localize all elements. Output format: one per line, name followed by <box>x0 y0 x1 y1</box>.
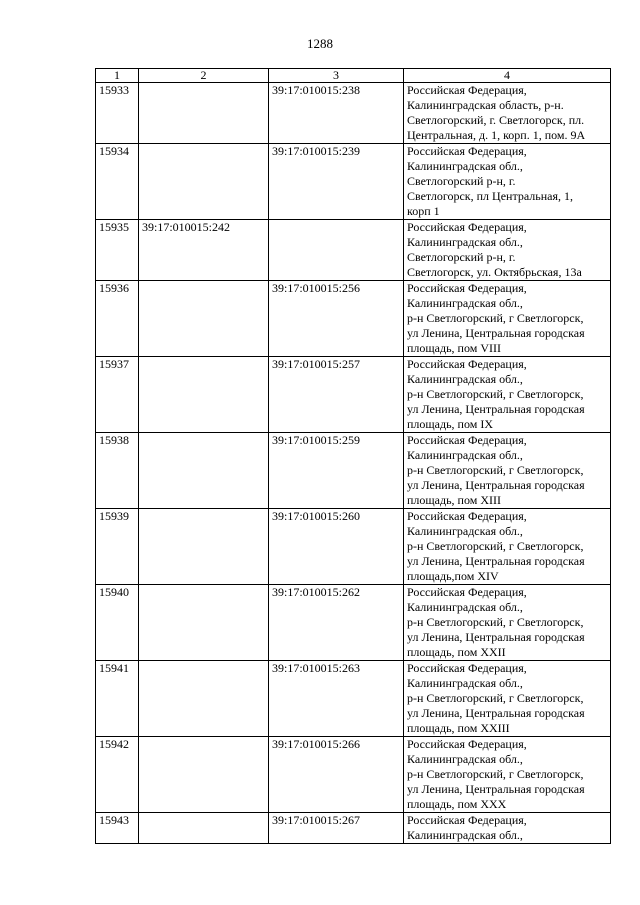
table-row <box>96 813 611 844</box>
row-number-cell: 15939 <box>96 509 139 585</box>
cadastral-number-cell-col3: 39:17:010015:256 <box>269 281 404 357</box>
address-cell: Российская Федерация, Калининградская обл., р-н Светлогорский, г Светлогорск, ул Ленина, Центральная городская площадь,пом XIV <box>404 509 611 585</box>
cadastral-number-cell-col3: 39:17:010015:266 <box>269 737 404 813</box>
cadastral-number-cell-col3: 39:17:010015:239 <box>269 144 404 220</box>
cadastral-number-cell-col3: 39:17:010015:262 <box>269 585 404 661</box>
row-number-cell: 15943 <box>96 813 139 844</box>
address-cell: Российская Федерация, Калининградская обл., Светлогорский р-н, г. Светлогорск, ул. Октябрьская, 13а <box>404 220 611 281</box>
address-cell: Российская Федерация, Калининградская обл., р-н Светлогорский, г Светлогорск, ул Ленина, Центральная городская площадь, пом VIII <box>404 281 611 357</box>
cadastral-number-cell-col2: 39:17:010015:242 <box>139 220 269 281</box>
row-number-cell: 15938 <box>96 433 139 509</box>
column-header-1: 1 <box>96 69 139 83</box>
cadastral-number-cell-col3: 39:17:010015:263 <box>269 661 404 737</box>
column-header-3: 3 <box>269 69 404 83</box>
address-cell: Российская Федерация, Калининградская обл., р-н Светлогорский, г Светлогорск, ул Ленина, Центральная городская площадь, пом XIII <box>404 433 611 509</box>
table-row <box>96 281 611 357</box>
row-number-cell: 15934 <box>96 144 139 220</box>
address-cell: Российская Федерация, Калининградская обл., <box>404 813 611 844</box>
row-number-cell: 15942 <box>96 737 139 813</box>
cadastral-number-cell-col2 <box>139 357 269 433</box>
cadastral-number-cell-col2 <box>139 737 269 813</box>
cadastral-number-cell-col2 <box>139 83 269 144</box>
address-cell: Российская Федерация, Калининградская обл., Светлогорский р-н, г. Светлогорск, пл Центральная, 1, корп 1 <box>404 144 611 220</box>
table-row <box>96 357 611 433</box>
table-row <box>96 220 611 281</box>
address-cell: Российская Федерация, Калининградская область, р-н. Светлогорский, г. Светлогорск, пл. Центральная, д. 1, корп. 1, пом. 9А <box>404 83 611 144</box>
cadastral-number-cell-col3: 39:17:010015:267 <box>269 813 404 844</box>
table-row <box>96 737 611 813</box>
cadastral-number-cell-col2 <box>139 661 269 737</box>
row-number-cell: 15935 <box>96 220 139 281</box>
cadastral-number-cell-col3: 39:17:010015:259 <box>269 433 404 509</box>
cadastral-number-cell-col2 <box>139 585 269 661</box>
cadastral-number-cell-col2 <box>139 813 269 844</box>
row-number-cell: 15937 <box>96 357 139 433</box>
table-row <box>96 661 611 737</box>
table-row <box>96 585 611 661</box>
table-row <box>96 509 611 585</box>
row-number-cell: 15941 <box>96 661 139 737</box>
row-number-cell: 15933 <box>96 83 139 144</box>
row-number-cell: 15936 <box>96 281 139 357</box>
address-cell: Российская Федерация, Калининградская обл., р-н Светлогорский, г Светлогорск, ул Ленина, Центральная городская площадь, пом XXIII <box>404 661 611 737</box>
cadastral-number-cell-col2 <box>139 144 269 220</box>
column-header-2: 2 <box>139 69 269 83</box>
table-row <box>96 144 611 220</box>
cadastral-number-cell-col2 <box>139 509 269 585</box>
cadastral-number-cell-col3 <box>269 220 404 281</box>
table-row <box>96 433 611 509</box>
column-header-4: 4 <box>404 69 611 83</box>
cadastral-number-cell-col3: 39:17:010015:257 <box>269 357 404 433</box>
address-cell: Российская Федерация, Калининградская обл., р-н Светлогорский, г Светлогорск, ул Ленина, Центральная городская площадь, пом IX <box>404 357 611 433</box>
table-row <box>96 83 611 144</box>
registry-table <box>95 68 611 844</box>
cadastral-number-cell-col2 <box>139 433 269 509</box>
table-header-row <box>96 69 611 83</box>
address-cell: Российская Федерация, Калининградская обл., р-н Светлогорский, г Светлогорск, ул Ленина, Центральная городская площадь, пом XXX <box>404 737 611 813</box>
address-cell: Российская Федерация, Калининградская обл., р-н Светлогорский, г Светлогорск, ул Ленина, Центральная городская площадь, пом XXII <box>404 585 611 661</box>
cadastral-number-cell-col3: 39:17:010015:238 <box>269 83 404 144</box>
row-number-cell: 15940 <box>96 585 139 661</box>
page-number: 1288 <box>307 36 333 51</box>
cadastral-number-cell-col3: 39:17:010015:260 <box>269 509 404 585</box>
cadastral-number-cell-col2 <box>139 281 269 357</box>
